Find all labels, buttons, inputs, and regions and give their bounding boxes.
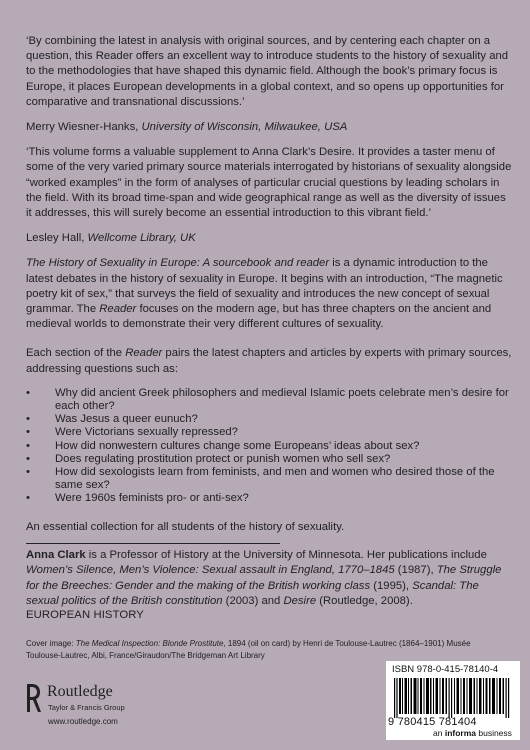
author-name: Anna Clark [26,549,86,561]
publisher-url: www.routledge.com [48,717,118,726]
isbn-label: ISBN 978-0-415-78140-4 [392,664,499,675]
publisher-name: Routledge [47,683,113,700]
subject-category: EUROPEAN HISTORY [26,609,144,621]
list-item: • How did nonwestern cultures change some Europeans’ ideas about sex? [26,440,512,453]
list-item: • How did sexologists learn from feminists, and men and women who desired those of the same sex? [26,466,512,492]
informa-label: an informa business [433,728,512,738]
publisher-logo [26,683,166,726]
list-item: • Were 1960s feminists pro- or anti-sex? [26,492,512,505]
list-item: • Why did ancient Greek philosophers and medieval Islamic poets celebrate men’s desire for each other? [26,387,512,413]
book-description: The History of Sexuality in Europe: A sourcebook and reader is a dynamic introduction to the latest debates in the history of sexuality in Europe. It begins with an introduction, “The magnetic poetry kit of sex,” that surveys the field of sexuality and introduces the new concept of sexual grammar. The Reader focuses on the modern age, but has three chapters on the ancient and medieval worlds to demonstrate their very different cultures of sexuality. [26,257,503,331]
list-item: • Were Victorians sexually repressed? [26,426,512,439]
review-attribution-2: Lesley Hall, Wellcome Library, UK [26,232,196,245]
review-quote-1: ‘By combining the latest in analysis with original sources, and by centering each chapter on a question, this Reader offers an excellent way to introduce students to the history of sexuality and to the methodologies that have shaped this dynamic field. Although the book’s primary focus is Europe, it places European developments in a global context, and so opens up opportunities for comparative and transnational discussions.’ [26,35,509,108]
review-attribution-1: Merry Wiesner-Hanks, University of Wisconsin, Milwaukee, USA [26,121,348,134]
author-bio: Anna Clark is a Professor of History at the University of Minnesota. Her publications include Women’s Silence, Men’s Violence: Sexual assault in England, 1770–1845 (1987), The Struggle for the Breeches: Gender and the making of the British working class (1995), Scandal: The sexual politics of the British constitution (2003) and Desire (Routledge, 2008). [26,549,502,608]
barcode-panel [386,661,520,740]
barcode-digits: 9 780415 781404 [388,716,477,728]
review-quote-2: ‘This volume forms a valuable supplement to Anna Clark’s Desire. It provides a taster menu of some of the very varied primary source materials interrogated by historians of sexuality alongside “worked examples” in the form of analyses of particular crucial questions by leading scholars in the field. With its broad time-span and wide geographical range as well as the diversity of issues it addresses, this will surely become an essential introduction to this vibrant field.’ [26,146,512,220]
essential-statement: An essential collection for all students of the history of sexuality. [26,520,345,533]
section-description: Each section of the Reader pairs the latest chapters and articles by experts with primary sources, addressing questions such as: [26,347,512,375]
routledge-logo-icon [26,683,42,713]
list-item: • Does regulating prostitution protect or punish women who sell sex? [26,453,512,466]
cover-credit: Cover image: The Medical Inspection: Blonde Prostitute, 1894 (oil on card) by Henri de Toulouse-Lautrec (1864–1901) Musée Toulouse-Lautrec, Albi, France/Giraudon/The Bridgeman Art Library [26,639,471,660]
divider [26,543,280,544]
list-item: • Was Jesus a queer eunuch? [26,413,512,426]
back-cover-text [26,34,512,535]
publisher-group: Taylor & Francis Group [48,703,125,712]
question-list [26,387,512,506]
barcode-icon [394,678,512,718]
